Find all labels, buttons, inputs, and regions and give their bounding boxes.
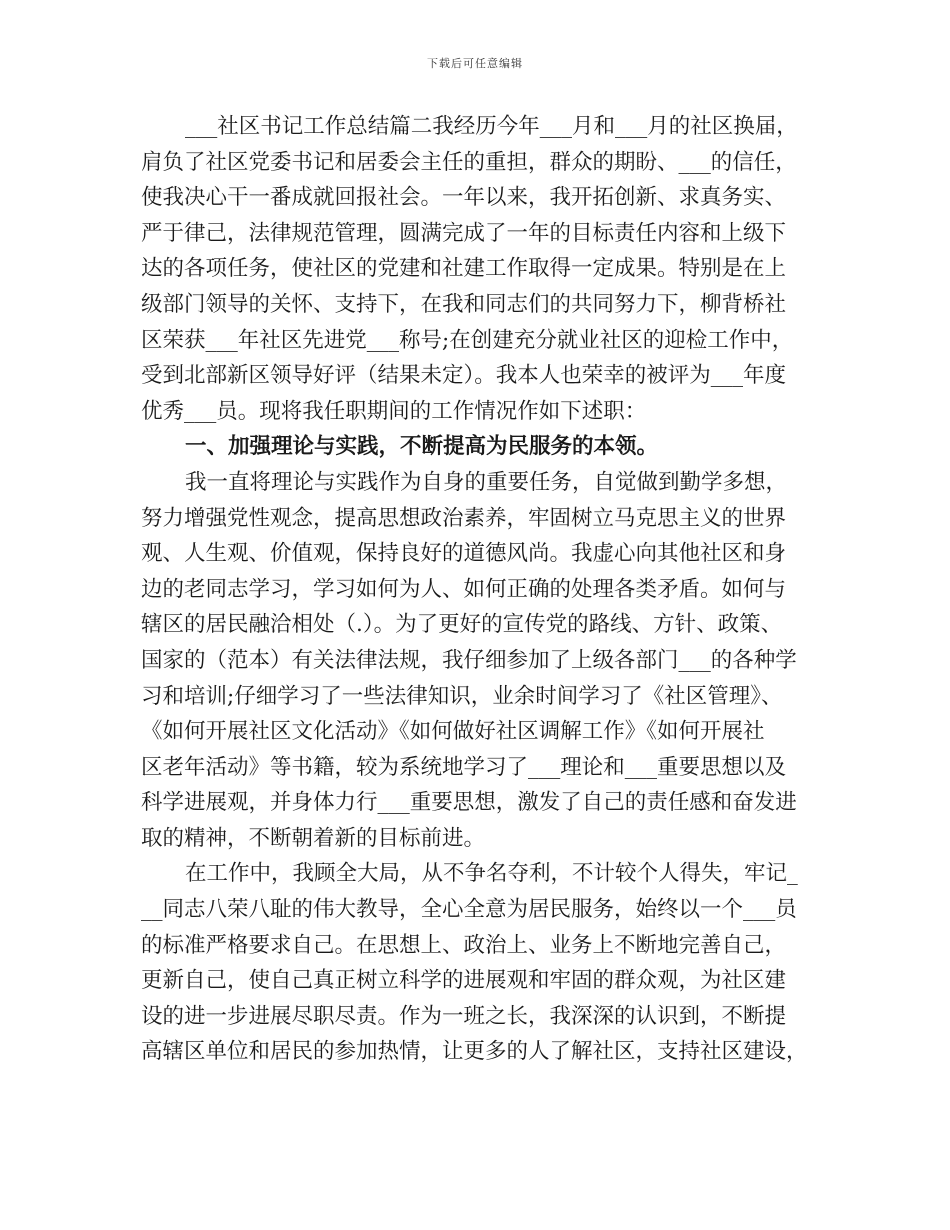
text-line: 习和培训;仔细学习了一些法律知识，业余时间学习了《社区管理》、 [141, 683, 783, 709]
text-line: 受到北部新区领导好评（结果未定）。我本人也荣幸的被评为___年度 [141, 363, 787, 389]
text-line: 取的精神，不断朝着新的目标前进。 [141, 825, 486, 851]
text-line: __同志八荣八耻的伟大教导，全心全意为居民服务，始终以一个___员 [141, 897, 797, 923]
document-body [141, 109, 821, 1070]
text-line: 区荣获___年社区先进党___称号;在创建充分就业社区的迎检工作中， [141, 327, 794, 353]
text-line: 观、人生观、价值观，保持良好的道德风尚。我虚心向其他社区和身 [141, 541, 787, 567]
text-line: ___社区书记工作总结篇二我经历今年___月和___月的社区换届， [185, 114, 798, 139]
text-line: 辖区的居民融洽相处（.）。为了更好的宣传党的路线、方针、政策、 [141, 612, 783, 638]
text-line: 设的进一步进展尽职尽责。作为一班之长，我深深的认识到，不断提 [141, 1003, 787, 1029]
text-line: 边的老同志学习，学习如何为人、如何正确的处理各类矛盾。如何与 [141, 576, 787, 602]
text-line: 的标准严格要求自己。在思想上、政治上、业务上不断地完善自己， [141, 932, 787, 958]
text-line: 肩负了社区党委书记和居委会主任的重担，群众的期盼、___的信任， [141, 149, 797, 175]
section-heading: 一、加强理论与实践，不断提高为民服务的本领。 [185, 434, 659, 460]
page-header: 下载后可任意编辑 [427, 57, 523, 70]
text-line: 努力增强党性观念，提高思想政治素养，牢固树立马克思主义的世界 [141, 505, 787, 531]
text-line: 在工作中，我顾全大局，从不争名夺利，不计较个人得失，牢记_ [185, 861, 798, 887]
text-line: 使我决心干一番成就回报社会。一年以来，我开拓创新、求真务实、 [141, 185, 787, 211]
text-line: 《如何开展社区文化活动》《如何做好社区调解工作》《如何开展社 [141, 719, 765, 745]
text-line: 达的各项任务，使社区的党建和社建工作取得一定成果。特别是在上 [141, 256, 787, 282]
text-line: 优秀___员。现将我任职期间的工作情况作如下述职： [141, 398, 647, 424]
text-line: 区老年活动》等书籍，较为系统地学习了___理论和___重要思想以及 [141, 754, 787, 780]
text-line: 科学进展观，并身体力行___重要思想，激发了自己的责任感和奋发进 [141, 790, 797, 816]
text-line: 更新自己，使自己真正树立科学的进展观和牢固的群众观，为社区建 [141, 968, 787, 994]
text-line: 国家的（范本）有关法律法规，我仔细参加了上级各部门___的各种学 [141, 647, 797, 673]
text-line: 我一直将理论与实践作为自身的重要任务，自觉做到勤学多想， [185, 469, 788, 495]
text-line: 严于律己，法律规范管理，圆满完成了一年的目标责任内容和上级下 [141, 220, 787, 246]
text-line: 级部门领导的关怀、支持下，在我和同志们的共同努力下，柳背桥社 [141, 291, 787, 317]
text-line: 高辖区单位和居民的参加热情，让更多的人了解社区，支持社区建设， [141, 1039, 808, 1065]
